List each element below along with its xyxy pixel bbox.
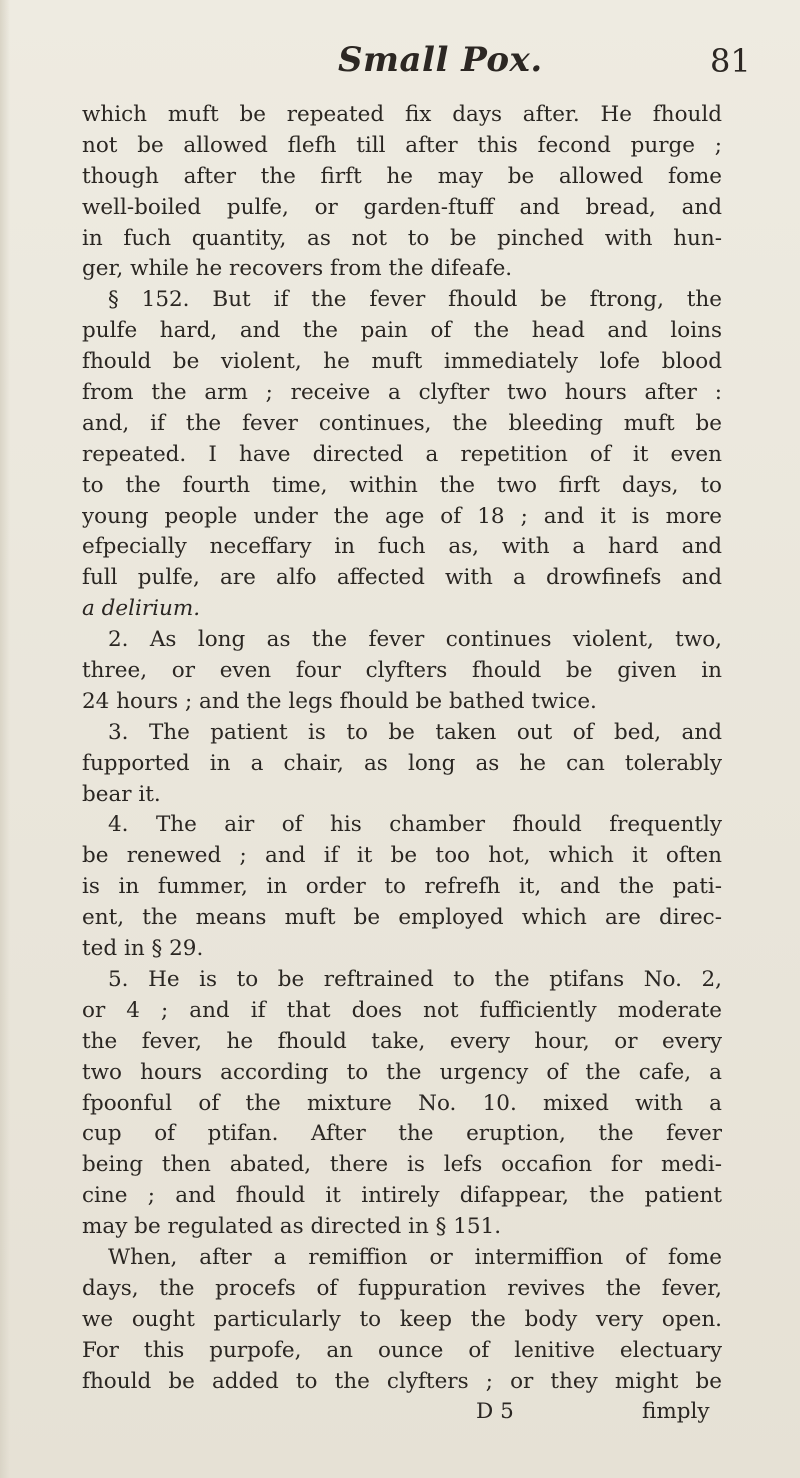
text-line: is in fummer, in order to refrefh it, and the pati- xyxy=(82,874,722,900)
text-line: fhould be violent, he muft immediately lofe blood xyxy=(82,349,722,375)
text-line: the fever, he fhould take, every hour, or every xyxy=(82,1028,722,1054)
text-line: pulfe hard, and the pain of the head and loins xyxy=(82,318,722,344)
text-line: in fuch quantity, as not to be pinched with hun- xyxy=(82,225,722,251)
text-line: days, the procefs of fuppuration revives the fever, xyxy=(82,1275,722,1301)
text-line: full pulfe, are alfo affected with a drowfinefs and xyxy=(82,565,722,591)
text-line: may be regulated as directed in § 151. xyxy=(82,1214,502,1240)
text-line: we ought particularly to keep the body very open. xyxy=(82,1306,722,1332)
text-line: 4. The air of his chamber fhould frequently xyxy=(108,812,722,838)
text-line: repeated. I have directed a repetition of it even xyxy=(82,441,722,467)
text-line: not be allowed flefh till after this fecond purge ; xyxy=(82,132,722,158)
text-line: be renewed ; and if it be too hot, which it often xyxy=(82,843,722,869)
running-title: Small Pox. xyxy=(338,40,543,80)
text-line: well-boiled pulfe, or garden-ftuff and bread, and xyxy=(82,194,722,220)
text-line: § 152. But if the fever fhould be ftrong, the xyxy=(108,287,722,313)
text-line: efpecially neceffary in fuch as, with a hard and xyxy=(82,534,722,560)
page-edge-shadow xyxy=(0,0,10,1478)
text-line: cup of ptifan. After the eruption, the fever xyxy=(82,1121,722,1147)
text-line: 3. The patient is to be taken out of bed, and xyxy=(108,719,722,745)
text-line: fupported in a chair, as long as he can tolerably xyxy=(82,750,722,776)
signature-mark: D 5 xyxy=(476,1399,514,1424)
body-text xyxy=(82,100,722,1397)
text-line: 5. He is to be reftrained to the ptifans No. 2, xyxy=(108,966,722,992)
text-line: fpoonful of the mixture No. 10. mixed with a xyxy=(82,1090,722,1116)
text-line: two hours according to the urgency of the cafe, a xyxy=(82,1059,722,1085)
text-line: which muft be repeated fix days after. He fhould xyxy=(82,102,722,127)
text-line: 2. As long as the fever continues violent, two, xyxy=(108,627,722,653)
text-line: fhould be added to the clyfters ; or they might be xyxy=(82,1368,722,1394)
page-header xyxy=(0,40,800,96)
text-line: three, or even four clyfters fhould be given in xyxy=(82,658,722,684)
text-line: and, if the fever continues, the bleeding muft be xyxy=(82,410,722,436)
text-line: ent, the means muft be employed which are direc- xyxy=(82,905,722,931)
text-line: cine ; and fhould it intirely difappear, the patient xyxy=(82,1183,722,1209)
page-number: 81 xyxy=(710,42,751,80)
text-line: to the fourth time, within the two firft days, to xyxy=(82,472,722,498)
catchword: fimply xyxy=(642,1399,710,1424)
page-footer xyxy=(0,1399,800,1431)
text-line: ted in § 29. xyxy=(82,936,204,962)
text-line: 24 hours ; and the legs fhould be bathed twice. xyxy=(82,688,597,714)
text-line: though after the firft he may be allowed fome xyxy=(82,163,722,189)
text-line: from the arm ; receive a clyfter two hours after : xyxy=(82,380,722,406)
text-line: When, after a remiffion or intermiffion of fome xyxy=(108,1244,722,1270)
text-line: a delirium. xyxy=(82,596,201,622)
text-line: bear it. xyxy=(82,781,161,807)
text-line: ger, while he recovers from the difeafe. xyxy=(82,256,513,282)
text-line: For this purpofe, an ounce of lenitive electuary xyxy=(82,1337,722,1363)
text-line: or 4 ; and if that does not fufficiently moderate xyxy=(82,997,722,1023)
text-line: young people under the age of 18 ; and it is more xyxy=(82,503,722,529)
text-line: being then abated, there is lefs occafion for medi- xyxy=(82,1152,722,1178)
